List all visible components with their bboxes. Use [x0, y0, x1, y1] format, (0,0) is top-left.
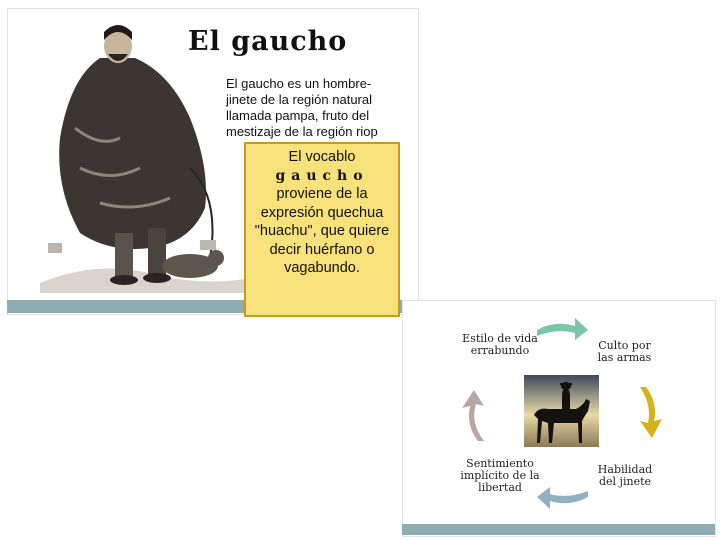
trait-label-weapons: Culto por las armas [597, 339, 652, 364]
slide-title: El gaucho [188, 26, 348, 57]
note-line-2: proviene de la expresión quechua "huachu", que quiere decir huérfano o vagabundo. [254, 186, 390, 276]
trait-label-horsemanship: Habilidad del jinete [597, 463, 653, 488]
trait-label-freedom: Sentimiento implícito de la libertad [460, 457, 540, 494]
cycle-arrow-top-icon [535, 312, 590, 342]
gaucho-portrait-illustration [40, 18, 250, 293]
cycle-arrow-left-icon [458, 388, 493, 443]
cycle-arrow-bottom-icon [535, 485, 590, 515]
note-line-1: El vocablo [288, 149, 356, 165]
slide-footer-bar [402, 524, 715, 535]
horse-rider-silhouette-image [524, 375, 599, 447]
note-word-gaucho: gaucho [275, 167, 369, 184]
intro-paragraph: El gaucho es un hombre-jinete de la región natural llamada pampa, fruto del mestizaje de la región riop [226, 76, 378, 139]
cycle-arrow-right-icon [632, 385, 667, 440]
etymology-note-box [244, 142, 400, 317]
trait-label-lifestyle: Estilo de vida errabundo [462, 332, 538, 357]
